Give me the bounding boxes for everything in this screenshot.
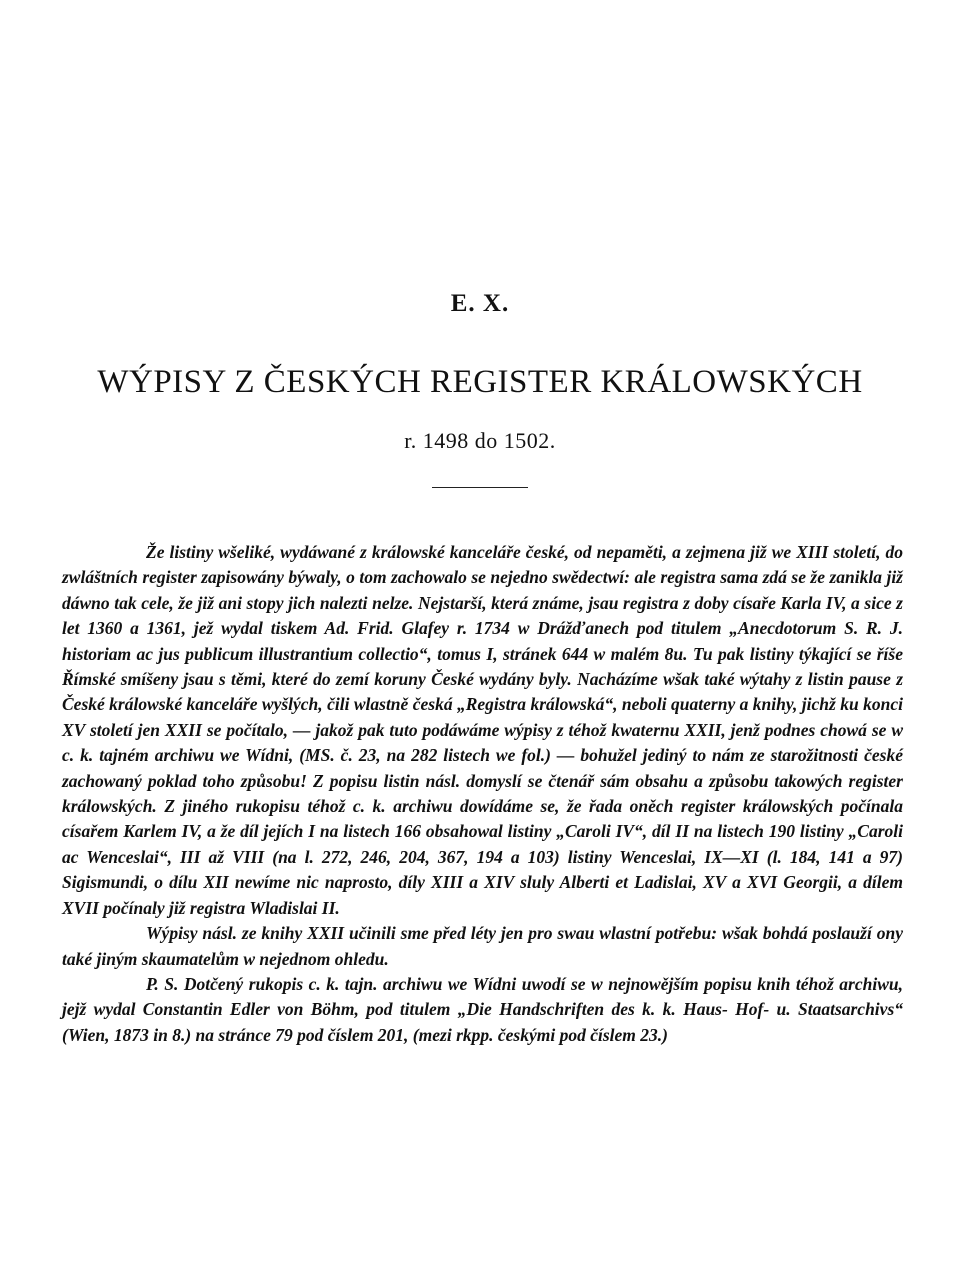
section-number: E. X. [450,290,510,317]
paragraph-purpose: Wýpisy násl. ze knihy XXII učinili sme před léty jen pro swau wlastní potřebu: wšak bohdá poslauží ony také jiným skaumatelům w nejednom ohledu. [62,923,903,969]
paragraph-introduction: Že listiny wšeliké, wydáwané z králowské kanceláře české, od nepaměti, a zejmena již we XIII století, do zwláštních register zapisowány býwaly, o tom zachowalo se nejedno swědectwí: ale registra sama zdá se že zanikla již dáwno tak cele, že již ani stopy jich nalezti nelze. Nejstarší, která známe, jsau registra z doby císaře Karla IV, a sice z let 1360 a 1361, jež wydal tiskem Ad. Frid. Glafey r. 1734 w Drážďanech pod titulem „Anecdotorum S. R. J. historiam ac jus publicum illustrantium collectio“, tomus I, stránek 644 w malém 8u. Tu pak listiny týkající se říše Římské smíšeny jsau s těmi, které do zemí koruny České wydány byly. Nacházíme wšak také wýtahy z listin pause z České králowské kanceláře wyšlých, čili wlastně česká „Registra králowská“, neboli quaterny a knihy, jichž ku konci XV století jen XXII se počítalo, — jakož pak tuto podáwáme wýpisy z téhož kwaternu XXII, jenž podnes chowá se w c. k. tajném archiwu we Wídni, (MS. č. 23, na 282 listech we fol.) — bohužel jediný to nám ze starožitnosti české zachowaný poklad toho způsobu! Z popisu listin násl. domyslí se čtenář sám obsahu a způsobu takowých register králowských. Z jiného rukopisu téhož c. k. archiwu dowídáme se, že řada oněch register králowských počínala císařem Karlem IV, a že díl jejích I na listech 166 obsahowal listiny „Caroli IV“, díl II na listech 190 listiny „Caroli ac Wenceslai“, III až VIII (na l. 272, 246, 204, 367, 194 a 103) listiny Wenceslai, IX—XI (l. 184, 141 a 97) Sigismundi, o dílu XII newíme nic naprosto, díly XIII a XIV sluly Alberti et Ladislai, XV a XVI Georgii, a dílem XVII počínaly již registra Wladislai II. [62,542,903,918]
paragraph-postscript: P. S. Dotčený rukopis c. k. tajn. archiwu we Wídni uwodí se w nejnowějším popisu knih téhož archiwu, jejž wydal Constantin Edler von Böhm, pod titulem „Die Handschriften des k. k. Haus- Hof- u. Staatsarchivs“ (Wien, 1873 in 8.) na stránce 79 pod číslem 201, (mezi rkpp. českými pod číslem 23.) [62,973,903,1045]
page-title: WÝPISY Z ČESKÝCH REGISTER KRÁLOWSKÝCH [97,364,863,400]
divider-rule [432,487,528,488]
date-range: r. 1498 do 1502. [404,428,556,453]
body-text [62,540,903,1048]
